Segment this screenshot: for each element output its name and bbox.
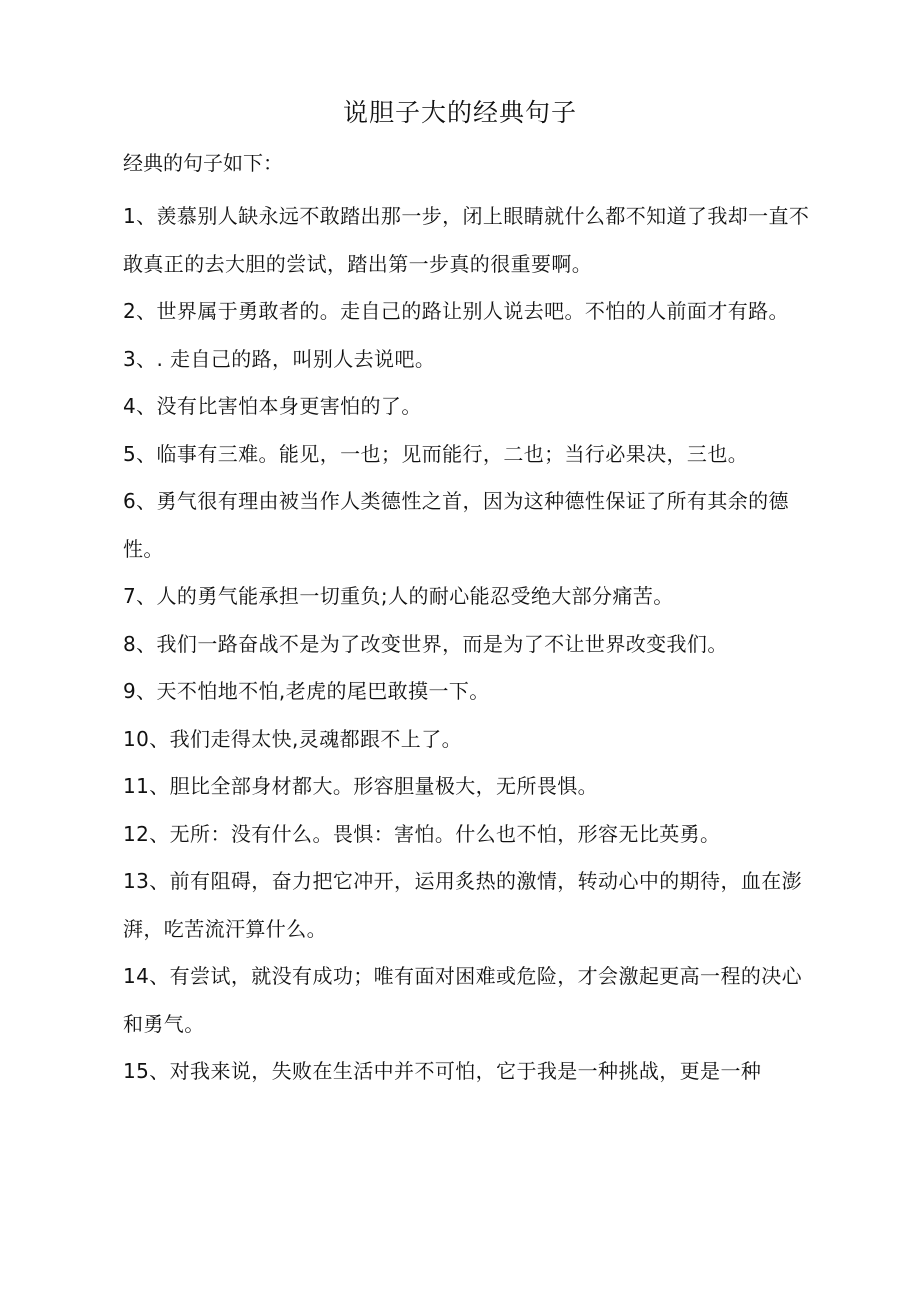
quote-item: 9、天不怕地不怕,老虎的尾巴敢摸一下。 bbox=[123, 679, 490, 703]
quote-item: 11、胆比全部身材都大。形容胆量极大，无所畏惧。 bbox=[123, 774, 599, 798]
quote-item: 4、没有比害怕本身更害怕的了。 bbox=[123, 394, 422, 418]
quote-item: 13、前有阻碍，奋力把它冲开，运用炙热的激情，转动心中的期待，血在澎湃，吃苦流汗算什么。 bbox=[123, 869, 803, 941]
quote-item: 12、无所：没有什么。畏惧：害怕。什么也不怕，形容无比英勇。 bbox=[123, 821, 721, 846]
document-title: 说胆子大的经典句子 bbox=[342, 98, 577, 127]
quote-item: 7、人的勇气能承担一切重负;人的耐心能忍受绝大部分痛苦。 bbox=[123, 584, 674, 608]
quote-item: 2、世界属于勇敢者的。走自己的路让别人说去吧。不怕的人前面才有路。 bbox=[123, 299, 789, 323]
quote-item: 15、对我来说，失败在生活中并不可怕，它于我是一种挑战，更是一种 bbox=[123, 1059, 762, 1083]
quote-item: 5、临事有三难。能见，一也；见而能行，二也；当行必果决，三也。 bbox=[123, 441, 749, 466]
intro-text: 经典的句子如下： bbox=[123, 151, 283, 175]
quote-item: 10、我们走得太快,灵魂都跟不上了。 bbox=[123, 726, 463, 751]
quote-item: 6、勇气很有理由被当作人类德性之首，因为这种德性保证了所有其余的德性。 bbox=[123, 489, 789, 561]
quote-item: 3、. 走自己的路，叫别人去说吧。 bbox=[123, 346, 436, 371]
quote-list bbox=[123, 193, 813, 1096]
quote-item: 1、羡慕别人缺永远不敢踏出那一步，闭上眼睛就什么都不知道了我却一直不敢真正的去大胆的尝试，踏出第一步真的很重要啊。 bbox=[123, 204, 810, 276]
quote-item: 14、有尝试，就没有成功；唯有面对困难或危险，才会激起更高一程的决心和勇气。 bbox=[123, 964, 803, 1036]
quote-item: 8、我们一路奋战不是为了改变世界，而是为了不让世界改变我们。 bbox=[123, 631, 728, 656]
